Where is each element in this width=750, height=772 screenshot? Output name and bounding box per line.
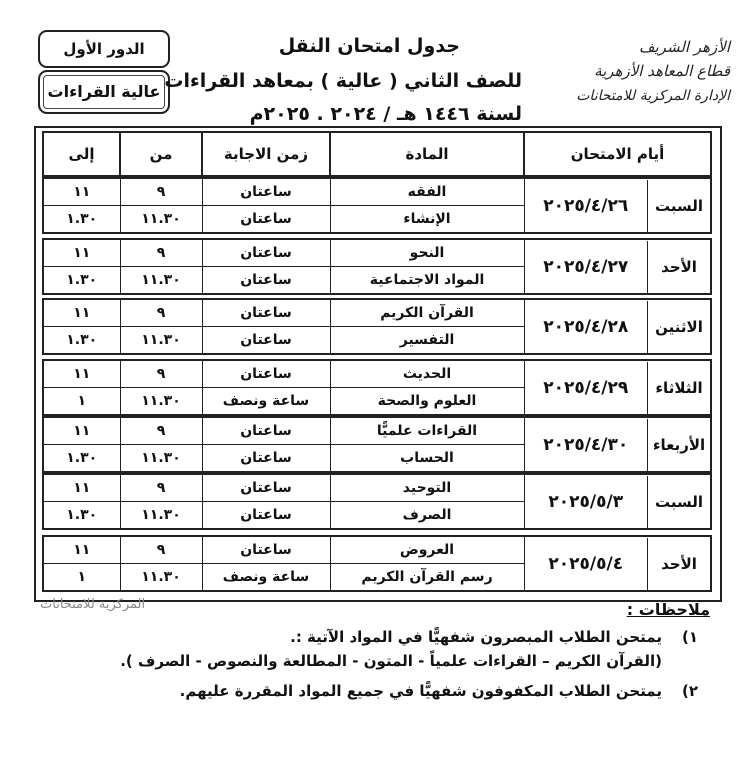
cell-to: ١.٣٠ bbox=[43, 327, 120, 355]
table-row bbox=[43, 536, 711, 564]
cell-to: ١١ bbox=[43, 474, 120, 502]
exam-date: ٢٠٢٥/٥/٣ bbox=[548, 491, 624, 512]
header-from: من bbox=[120, 132, 202, 176]
table-row bbox=[43, 178, 711, 206]
day-date-cell bbox=[524, 360, 711, 415]
cell-duration: ساعتان bbox=[202, 417, 330, 445]
cell-subject: رسم القرآن الكريم bbox=[330, 564, 524, 592]
cell-duration: ساعة ونصف bbox=[202, 388, 330, 416]
cell-duration: ساعتان bbox=[202, 327, 330, 355]
exam-date: ٢٠٢٥/٤/٢٩ bbox=[543, 377, 629, 398]
azhar-logo bbox=[562, 34, 732, 110]
cell-duration: ساعتان bbox=[202, 445, 330, 473]
cell-duration: ساعة ونصف bbox=[202, 564, 330, 592]
cell-from: ٩ bbox=[120, 239, 202, 267]
doc-title: جدول امتحان النقل bbox=[278, 35, 460, 57]
exam-date: ٢٠٢٥/٥/٤ bbox=[548, 553, 624, 574]
exam-day: الاثنين bbox=[647, 301, 710, 353]
svg-text:الإدارة المركزية للامتحانات: الإدارة المركزية للامتحانات bbox=[576, 88, 730, 104]
cell-duration: ساعتان bbox=[202, 360, 330, 388]
cell-to: ١.٣٠ bbox=[43, 445, 120, 473]
cell-from: ١١.٣٠ bbox=[120, 502, 202, 530]
note-text: يمتحن الطلاب المبصرون شفهيًّا في المواد الآتية :. bbox=[290, 628, 662, 646]
cell-to: ١١ bbox=[43, 178, 120, 206]
schedule-header bbox=[42, 131, 712, 177]
day-date-cell bbox=[524, 299, 711, 354]
day-date-cell bbox=[524, 239, 711, 294]
cell-subject: العلوم والصحة bbox=[330, 388, 524, 416]
notes-title: ملاحظات : bbox=[626, 600, 710, 619]
note-text: (القرآن الكريم – القراءات علمياً - المتون - المطالعة والنصوص - الصرف ). bbox=[120, 652, 662, 670]
cell-duration: ساعتان bbox=[202, 536, 330, 564]
cell-to: ١١ bbox=[43, 299, 120, 327]
note-number: ١) bbox=[681, 628, 698, 646]
exam-day: الثلاثاء bbox=[647, 362, 710, 414]
exam-date: ٢٠٢٥/٤/٢٧ bbox=[543, 256, 629, 277]
cell-duration: ساعتان bbox=[202, 267, 330, 295]
table-row bbox=[43, 299, 711, 327]
cell-subject: الفقه bbox=[330, 178, 524, 206]
table-row bbox=[43, 474, 711, 502]
exam-date: ٢٠٢٥/٤/٢٦ bbox=[543, 195, 629, 216]
cell-to: ١١ bbox=[43, 417, 120, 445]
cell-from: ٩ bbox=[120, 178, 202, 206]
cell-from: ١١.٣٠ bbox=[120, 445, 202, 473]
cell-to: ١١ bbox=[43, 239, 120, 267]
header-subject: المادة bbox=[330, 132, 524, 176]
exam-day-block bbox=[42, 359, 712, 416]
exam-day: الأربعاء bbox=[647, 419, 710, 471]
exam-day-block bbox=[42, 298, 712, 355]
cell-from: ٩ bbox=[120, 536, 202, 564]
cell-from: ١١.٣٠ bbox=[120, 206, 202, 234]
doc-subtitle: للصف الثاني ( عالية ) بمعاهد القراءات bbox=[164, 70, 522, 92]
day-date-cell bbox=[524, 536, 711, 591]
exam-day-block bbox=[42, 177, 712, 234]
svg-text:الأزهر الشريف: الأزهر الشريف bbox=[638, 38, 730, 56]
watermark: المركزية للامتحانات bbox=[40, 597, 146, 612]
cell-duration: ساعتان bbox=[202, 299, 330, 327]
table-row bbox=[43, 239, 711, 267]
cell-duration: ساعتان bbox=[202, 178, 330, 206]
exam-day-block bbox=[42, 238, 712, 295]
exam-day: الأحد bbox=[647, 241, 710, 293]
note-number: ٢) bbox=[681, 682, 698, 700]
cell-to: ١.٣٠ bbox=[43, 206, 120, 234]
cell-subject: التوحيد bbox=[330, 474, 524, 502]
cell-from: ٩ bbox=[120, 417, 202, 445]
exam-day: الأحد bbox=[647, 538, 710, 590]
cell-duration: ساعتان bbox=[202, 474, 330, 502]
note-text: يمتحن الطلاب المكفوفون شفهيًّا في جميع المواد المقررة عليهم. bbox=[179, 682, 662, 700]
day-date-cell bbox=[524, 178, 711, 233]
cell-from: ١١.٣٠ bbox=[120, 388, 202, 416]
cell-from: ٩ bbox=[120, 474, 202, 502]
doc-year: لسنة ١٤٤٦ هـ / ٢٠٢٤ . ٢٠٢٥م bbox=[249, 103, 522, 125]
exam-day-block bbox=[42, 535, 712, 592]
header-duration: زمن الاجابة bbox=[202, 132, 330, 176]
cell-subject: العروض bbox=[330, 536, 524, 564]
cell-from: ١١.٣٠ bbox=[120, 267, 202, 295]
exam-date: ٢٠٢٥/٤/٢٨ bbox=[543, 316, 629, 337]
cell-to: ١ bbox=[43, 564, 120, 592]
cell-duration: ساعتان bbox=[202, 502, 330, 530]
cell-subject: الإنشاء bbox=[330, 206, 524, 234]
round-box: الدور الأول bbox=[38, 30, 170, 68]
exam-day: السبت bbox=[647, 180, 710, 232]
table-row bbox=[43, 417, 711, 445]
table-row bbox=[43, 360, 711, 388]
cell-from: ٩ bbox=[120, 299, 202, 327]
cell-to: ١.٣٠ bbox=[43, 502, 120, 530]
cell-from: ٩ bbox=[120, 360, 202, 388]
cell-subject: التفسير bbox=[330, 327, 524, 355]
exam-day-block bbox=[42, 473, 712, 530]
day-date-cell bbox=[524, 474, 711, 529]
cell-to: ١١ bbox=[43, 536, 120, 564]
stage-box: عالية القراءات bbox=[38, 70, 170, 114]
cell-subject: النحو bbox=[330, 239, 524, 267]
day-date-cell bbox=[524, 417, 711, 472]
exam-day: السبت bbox=[647, 476, 710, 528]
header-to: إلى bbox=[43, 132, 120, 176]
exam-date: ٢٠٢٥/٤/٣٠ bbox=[543, 434, 629, 455]
cell-subject: الصرف bbox=[330, 502, 524, 530]
cell-to: ١ bbox=[43, 388, 120, 416]
cell-subject: القراءات علميًّا bbox=[330, 417, 524, 445]
cell-to: ١١ bbox=[43, 360, 120, 388]
cell-duration: ساعتان bbox=[202, 239, 330, 267]
exam-day-block bbox=[42, 416, 712, 473]
cell-from: ١١.٣٠ bbox=[120, 327, 202, 355]
header-days: أيام الامتحان bbox=[524, 132, 711, 176]
cell-subject: الحساب bbox=[330, 445, 524, 473]
cell-subject: المواد الاجتماعية bbox=[330, 267, 524, 295]
cell-from: ١١.٣٠ bbox=[120, 564, 202, 592]
cell-duration: ساعتان bbox=[202, 206, 330, 234]
cell-to: ١.٣٠ bbox=[43, 267, 120, 295]
cell-subject: الحديث bbox=[330, 360, 524, 388]
cell-subject: القرآن الكريم bbox=[330, 299, 524, 327]
svg-text:قطاع المعاهد الأزهرية: قطاع المعاهد الأزهرية bbox=[594, 62, 730, 80]
